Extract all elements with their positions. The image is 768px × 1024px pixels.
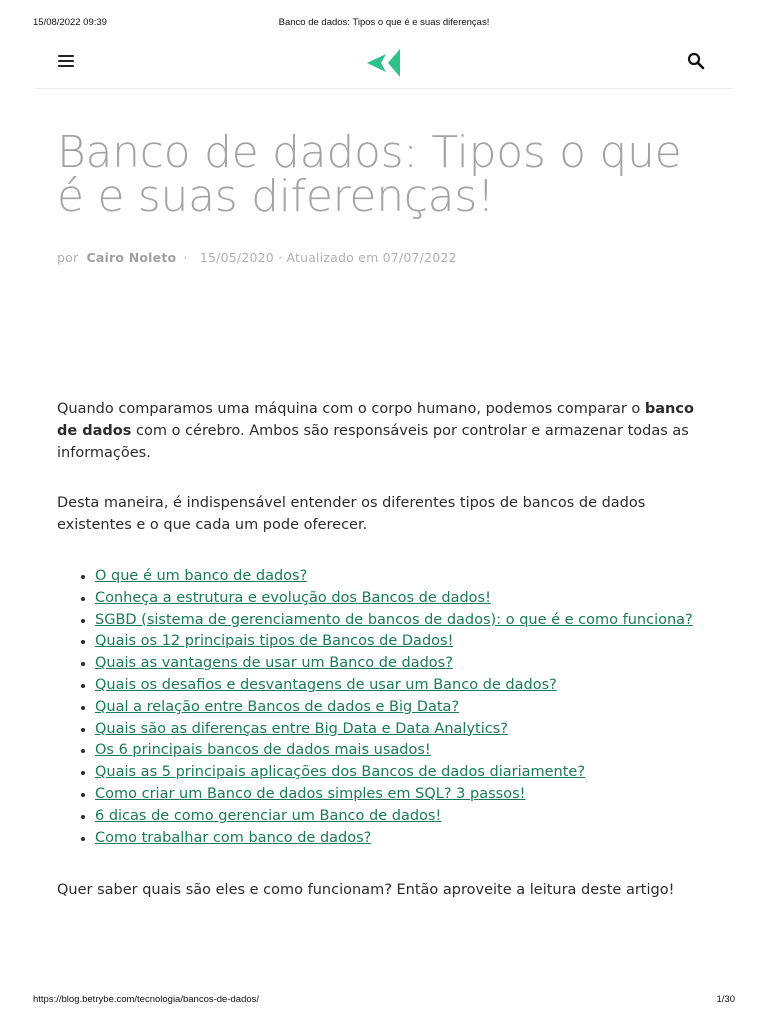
toc-link[interactable]: Quais são as diferenças entre Big Data e Data Analytics? xyxy=(95,720,508,737)
toc-link[interactable]: Os 6 principais bancos de dados mais usados! xyxy=(95,742,431,759)
print-footer xyxy=(33,994,735,1008)
toc-item xyxy=(95,762,717,784)
toc-link[interactable]: Quais os 12 principais tipos de Bancos de Dados! xyxy=(95,633,454,650)
meta-by-label: por xyxy=(57,250,79,265)
intro-paragraph: Quando comparamos uma máquina com o corpo humano, podemos comparar o banco de dados com o cérebro. Ambos são responsáveis por controlar e armazenar todas as informações. xyxy=(57,401,694,461)
toc-link[interactable]: Como criar um Banco de dados simples em SQL? 3 passos! xyxy=(95,785,526,802)
print-url: https://blog.betrybe.com/tecnologia/bancos-de-dados/ xyxy=(33,994,260,1005)
updated-date: · Atualizado em 07/07/2022 xyxy=(278,250,457,265)
trybe-logo-icon[interactable] xyxy=(365,43,405,83)
table-of-contents xyxy=(57,566,717,849)
author-link[interactable]: Cairo Noleto xyxy=(86,250,177,265)
toc-item xyxy=(95,675,717,697)
print-page-title: Banco de dados: Tipos o que é e suas diferenças! xyxy=(278,17,490,28)
print-datetime: 15/08/2022 09:39 xyxy=(33,17,107,28)
toc-link[interactable]: Como trabalhar com banco de dados? xyxy=(95,829,372,846)
toc-link[interactable]: Qual a relação entre Bancos de dados e Big Data? xyxy=(95,698,460,715)
second-paragraph: Desta maneira, é indispensável entender os diferentes tipos de bancos de dados existentes e o que cada um pode oferecer. xyxy=(57,495,646,533)
toc-link[interactable]: Quais as vantagens de usar um Banco de dados? xyxy=(95,655,453,672)
article-title: Banco de dados: Tipos o que é e suas diferenças! xyxy=(57,127,682,222)
article-body xyxy=(57,398,717,901)
closing-paragraph: Quer saber quais são eles e como funcionam? Então aproveite a leitura deste artigo! xyxy=(57,882,675,899)
toc-item xyxy=(95,806,717,828)
toc-item xyxy=(95,697,717,719)
toc-item xyxy=(95,719,717,741)
bold-term: banco de dados xyxy=(57,401,694,439)
toc-item xyxy=(95,653,717,675)
toc-item xyxy=(95,784,717,806)
toc-link[interactable]: Quais as 5 principais aplicações dos Bancos de dados diariamente? xyxy=(95,764,586,781)
toc-item xyxy=(95,588,717,610)
published-date: 15/05/2020 xyxy=(199,250,274,265)
toc-link[interactable]: 6 dicas de como gerenciar um Banco de dados! xyxy=(95,807,442,824)
page-number: 1/30 xyxy=(716,994,735,1005)
toc-item xyxy=(95,740,717,762)
toc-item xyxy=(95,631,717,653)
print-header xyxy=(33,17,735,31)
toc-link[interactable]: Conheça a estrutura e evolução dos Bancos de dados! xyxy=(95,589,491,606)
toc-item xyxy=(95,566,717,588)
site-header xyxy=(36,38,732,89)
toc-item xyxy=(95,828,717,850)
toc-link[interactable]: SGBD (sistema de gerenciamento de bancos de dados): o que é e como funciona? xyxy=(95,611,693,628)
toc-item xyxy=(95,610,717,632)
toc-link[interactable]: Quais os desafios e desvantagens de usar um Banco de dados? xyxy=(95,676,557,693)
search-icon[interactable] xyxy=(686,51,706,71)
hamburger-menu-icon[interactable] xyxy=(58,52,76,70)
toc-link[interactable]: O que é um banco de dados? xyxy=(95,568,308,584)
meta-separator: · xyxy=(183,250,188,265)
article-meta xyxy=(57,250,457,265)
